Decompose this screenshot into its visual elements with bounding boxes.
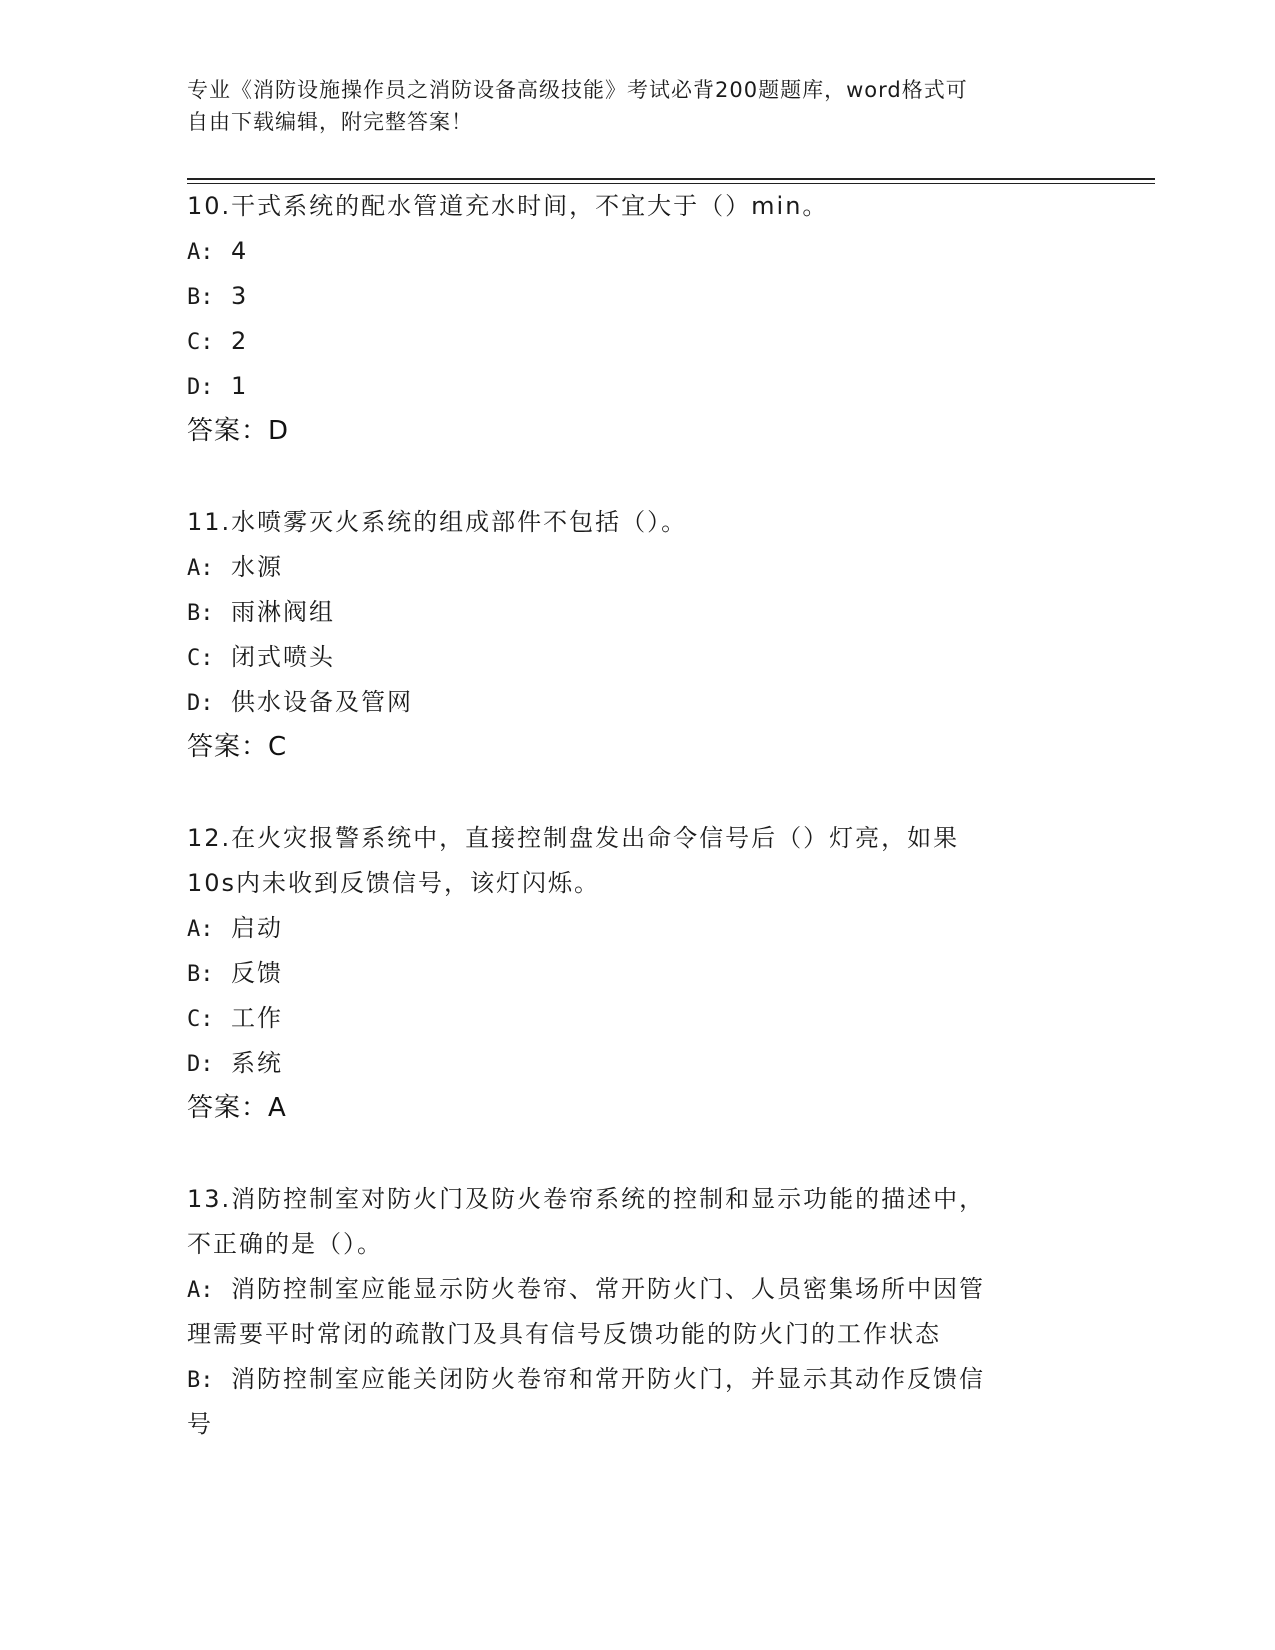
option-key: C: <box>187 1007 214 1032</box>
question-10-option-c <box>187 326 248 358</box>
header-divider-thick <box>187 178 1155 180</box>
question-11-option-b <box>187 597 335 629</box>
question-13-option-b-continued: 号 <box>187 1410 213 1438</box>
question-12-stem-line-1: 12.在火灾报警系统中，直接控制盘发出命令信号后（）灯亮，如果 <box>187 824 960 852</box>
option-key: A: <box>187 917 214 942</box>
option-text: 系统 <box>231 1049 283 1077</box>
option-text: 4 <box>231 237 249 265</box>
option-text: 闭式喷头 <box>231 643 335 671</box>
option-key: C: <box>187 646 214 671</box>
option-text: 供水设备及管网 <box>231 688 413 716</box>
question-12-option-d <box>187 1048 283 1080</box>
option-text: 1 <box>231 372 249 400</box>
question-13-stem-line-2: 不正确的是（）。 <box>187 1230 383 1258</box>
option-key: D: <box>187 1052 214 1077</box>
option-text: 水源 <box>231 553 283 581</box>
option-text: 工作 <box>231 1004 283 1032</box>
question-13-stem-line-1: 13.消防控制室对防火门及防火卷帘系统的控制和显示功能的描述中， <box>187 1185 986 1213</box>
option-key: B: <box>187 285 214 310</box>
option-key: A: <box>187 240 214 265</box>
option-text: 雨淋阀组 <box>231 598 335 626</box>
option-key: A: <box>187 556 214 581</box>
option-key: C: <box>187 330 214 355</box>
document-header <box>187 74 1067 138</box>
question-13-option-a <box>187 1274 985 1306</box>
question-11-option-c <box>187 642 335 674</box>
question-12-option-a <box>187 913 283 945</box>
question-11-option-d <box>187 687 413 719</box>
question-10-stem: 10.干式系统的配水管道充水时间，不宜大于（）min。 <box>187 192 829 220</box>
option-key: B: <box>187 1368 214 1393</box>
option-key: B: <box>187 601 214 626</box>
question-10-answer: 答案：D <box>187 416 290 446</box>
header-line-2: 自由下载编辑，附完整答案！ <box>187 110 473 134</box>
question-11-option-a <box>187 552 283 584</box>
option-text: 反馈 <box>231 959 283 987</box>
question-12-stem-line-2: 10s内未收到反馈信号，该灯闪烁。 <box>187 869 601 897</box>
header-line-1: 专业《消防设施操作员之消防设备高级技能》考试必背200题题库，word格式可 <box>187 78 968 102</box>
option-text: 消防控制室应能显示防火卷帘、常开防火门、人员密集场所中因管 <box>231 1275 985 1303</box>
option-key: D: <box>187 375 214 400</box>
question-12-answer: 答案：A <box>187 1093 287 1123</box>
option-key: A: <box>187 1278 214 1303</box>
option-key: B: <box>187 962 214 987</box>
header-divider-thin <box>187 183 1155 184</box>
option-text: 启动 <box>231 914 283 942</box>
question-12-option-b <box>187 958 283 990</box>
option-text: 2 <box>231 327 249 355</box>
question-10-option-b <box>187 281 248 313</box>
option-key: D: <box>187 691 214 716</box>
question-11-answer: 答案：C <box>187 732 288 762</box>
option-text: 3 <box>231 282 249 310</box>
question-10-option-d <box>187 371 248 403</box>
question-13-option-a-continued: 理需要平时常闭的疏散门及具有信号反馈功能的防火门的工作状态 <box>187 1320 941 1348</box>
question-12-option-c <box>187 1003 283 1035</box>
question-10-option-a <box>187 236 248 268</box>
question-11-stem: 11.水喷雾灭火系统的组成部件不包括（）。 <box>187 508 688 536</box>
option-text: 消防控制室应能关闭防火卷帘和常开防火门，并显示其动作反馈信 <box>231 1365 985 1393</box>
question-13-option-b <box>187 1364 985 1396</box>
